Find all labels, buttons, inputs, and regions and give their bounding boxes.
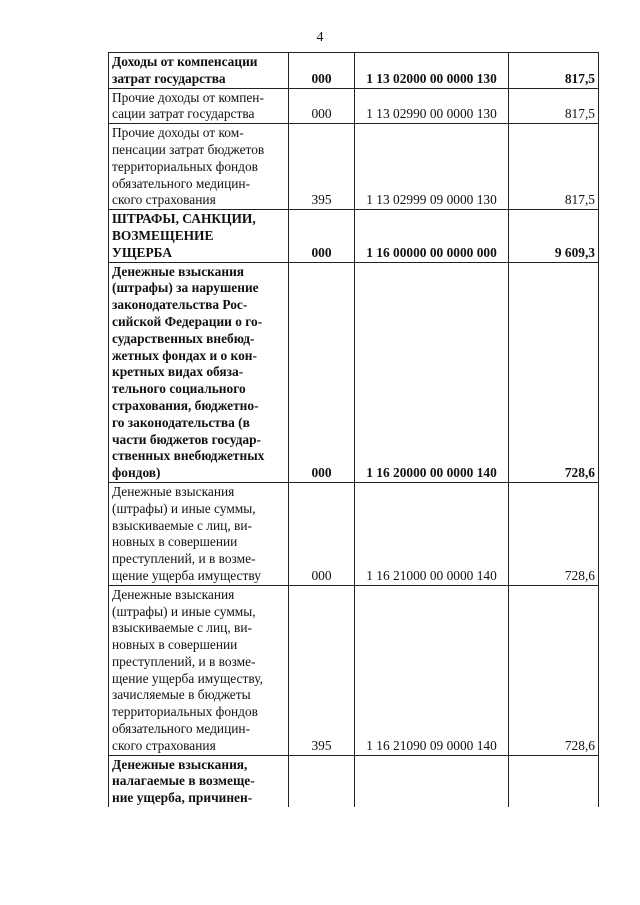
revenue-name-line: тельного социального [112, 381, 246, 397]
revenue-name-line: преступлений, и в возме- [112, 551, 256, 567]
revenue-name-line: сийской Федерации о го- [112, 313, 263, 329]
revenue-name-line: жетных фондах и о кон- [112, 347, 257, 363]
revenue-name-line: ского страхования [112, 192, 216, 208]
amount-cell: 817,5 [509, 124, 599, 210]
revenue-name-line: Прочие доходы от ком- [112, 125, 244, 141]
table-row [109, 124, 599, 210]
revenue-name-line: (штрафы) и иные суммы, [112, 500, 256, 516]
revenue-name-cell [109, 210, 289, 262]
revenue-name-cell [109, 124, 289, 210]
revenue-name-line: го законодательства (в [112, 414, 250, 430]
table-row [109, 262, 599, 482]
classification-code-cell [355, 755, 509, 807]
revenue-name-line: (штрафы) за нарушение [112, 280, 259, 296]
revenue-name-line: части бюджетов государ- [112, 431, 262, 447]
amount-cell: 9 609,3 [509, 210, 599, 262]
revenue-name-line: пенсации затрат бюджетов [112, 141, 265, 157]
revenue-name-line: обязательного медицин- [112, 721, 251, 737]
table-row [109, 53, 599, 89]
classification-code-cell: 1 16 20000 00 0000 140 [355, 262, 509, 482]
revenue-name-line: Денежные взыскания, [112, 756, 248, 772]
admin-code-cell: 000 [289, 482, 355, 585]
amount-cell: 817,5 [509, 88, 599, 124]
revenue-name-line: территориальных фондов [112, 704, 259, 720]
revenue-name-line: УЩЕРБА [112, 244, 172, 260]
revenue-name-line: новных в совершении [112, 637, 238, 653]
revenue-name-line: (штрафы) и иные суммы, [112, 603, 256, 619]
classification-code-cell: 1 13 02000 00 0000 130 [355, 53, 509, 89]
revenue-name-line: щение ущерба имуществу [112, 567, 261, 583]
revenue-name-cell [109, 755, 289, 807]
revenue-name-line: взыскиваемые с лиц, ви- [112, 517, 252, 533]
classification-code-cell: 1 13 02999 09 0000 130 [355, 124, 509, 210]
revenue-name-line: преступлений, и в возме- [112, 653, 256, 669]
admin-code-cell: 000 [289, 53, 355, 89]
table-row [109, 585, 599, 755]
classification-code-cell: 1 16 00000 00 0000 000 [355, 210, 509, 262]
revenue-name-line: страхования, бюджетно- [112, 397, 259, 413]
amount-cell: 728,6 [509, 585, 599, 755]
revenue-name-line: сударственных внебюд- [112, 330, 255, 346]
revenue-name-cell [109, 262, 289, 482]
revenue-name-line: ние ущерба, причинен- [112, 790, 253, 806]
budget-revenue-table [108, 52, 599, 807]
classification-code-cell: 1 13 02990 00 0000 130 [355, 88, 509, 124]
revenue-name-cell [109, 482, 289, 585]
revenue-name-line: Денежные взыскания [112, 483, 235, 499]
admin-code-cell [289, 755, 355, 807]
revenue-name-line: зачисляемые в бюджеты [112, 687, 251, 703]
revenue-name-line: ственных внебюджетных [112, 448, 265, 464]
revenue-name-line: взыскиваемые с лиц, ви- [112, 620, 252, 636]
admin-code-cell: 000 [289, 88, 355, 124]
page-number: 4 [316, 30, 324, 45]
revenue-name-line: налагаемые в возмеще- [112, 773, 255, 789]
classification-code-cell: 1 16 21090 09 0000 140 [355, 585, 509, 755]
admin-code-cell: 000 [289, 210, 355, 262]
revenue-name-line: затрат государства [112, 70, 226, 86]
amount-cell [509, 755, 599, 807]
revenue-name-line: сации затрат государства [112, 106, 255, 122]
revenue-name-line: фондов) [112, 465, 161, 481]
revenue-name-line: ского страхования [112, 737, 216, 753]
classification-code-cell: 1 16 21000 00 0000 140 [355, 482, 509, 585]
revenue-name-line: ВОЗМЕЩЕНИЕ [112, 227, 214, 243]
revenue-name-line: кретных видах обяза- [112, 364, 244, 380]
amount-cell: 728,6 [509, 482, 599, 585]
revenue-name-line: Денежные взыскания [112, 263, 245, 279]
revenue-name-line: Денежные взыскания [112, 586, 235, 602]
revenue-name-line: обязательного медицин- [112, 175, 251, 191]
revenue-name-line: Доходы от компенсации [112, 54, 258, 69]
admin-code-cell: 000 [289, 262, 355, 482]
admin-code-cell: 395 [289, 585, 355, 755]
revenue-name-line: Прочие доходы от компен- [112, 89, 264, 105]
revenue-name-cell [109, 585, 289, 755]
table-body [109, 53, 599, 808]
amount-cell: 728,6 [509, 262, 599, 482]
revenue-name-line: законодательства Рос- [112, 297, 248, 313]
revenue-name-line: ШТРАФЫ, САНКЦИИ, [112, 211, 256, 227]
revenue-name-line: новных в совершении [112, 534, 238, 550]
revenue-name-cell [109, 53, 289, 89]
table-row [109, 88, 599, 124]
admin-code-cell: 395 [289, 124, 355, 210]
table-row [109, 755, 599, 807]
table-row [109, 210, 599, 262]
revenue-name-line: щение ущерба имуществу, [112, 670, 263, 686]
revenue-name-line: территориальных фондов [112, 158, 259, 174]
amount-cell: 817,5 [509, 53, 599, 89]
revenue-name-cell [109, 88, 289, 124]
table-row [109, 482, 599, 585]
